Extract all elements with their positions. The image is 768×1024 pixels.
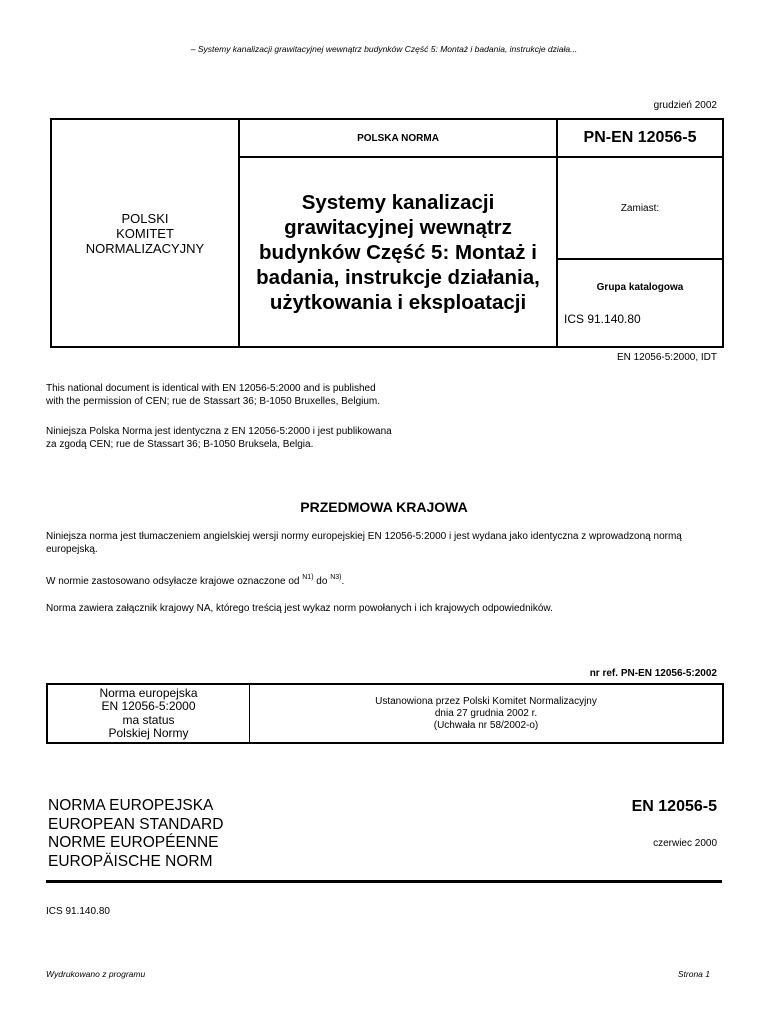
foreword-paragraph: Norma zawiera załącznik krajowy NA, którego treścią jest wykaz norm powołanych i ich krajowych odpowiedników. — [46, 603, 553, 614]
status-line: Norma europejska — [99, 685, 198, 700]
ics-bottom: ICS 91.140.80 — [46, 906, 110, 917]
footnote-marker: N1) — [302, 574, 314, 581]
committee-cell — [52, 120, 240, 346]
text: . — [341, 576, 345, 587]
footer-page-number: Strona 1 — [677, 969, 710, 979]
foreword-heading: PRZEDMOWA KRAJOWA — [300, 499, 468, 515]
ics-code: ICS 91.140.80 — [564, 312, 641, 326]
status-table — [46, 683, 724, 744]
notice-line: with the permission of CEN; rue de Stassart 36; B-1050 Bruxelles, Belgium. — [46, 395, 381, 407]
standard-name: EUROPEAN STANDARD — [48, 815, 224, 833]
norm-type: POLSKA NORMA — [240, 120, 556, 158]
notice-line: This national document is identical with EN 12056-5:2000 and is published — [46, 383, 376, 394]
polish-notice — [46, 426, 392, 451]
norm-info-column — [556, 120, 722, 346]
status-line: Polskiej Normy — [108, 726, 189, 740]
status-line: (Uchwała nr 58/2002-o) — [433, 719, 539, 731]
replaces-label: Zamiast: — [558, 158, 722, 260]
status-right-cell — [250, 685, 722, 742]
committee-line: POLSKI — [121, 210, 169, 226]
reference-number: nr ref. PN-EN 12056-5:2002 — [589, 668, 717, 679]
committee-line: NORMALIZACYJNY — [85, 240, 205, 256]
european-code: EN 12056-5 — [631, 798, 717, 815]
norm-code: PN-EN 12056-5 — [558, 120, 722, 158]
status-line: Ustanowiona przez Polski Komitet Normalizacyjny — [375, 695, 597, 707]
status-line: EN 12056-5:2000 — [101, 699, 196, 713]
standard-name: NORME EUROPÉENNE — [48, 834, 219, 851]
standard-name: EUROPÄISCHE NORM — [48, 852, 213, 870]
norm-title: Systemy kanalizacji grawitacyjnej wewnątrz budynków Część 5: Montaż i badania, instrukcje działania, użytkowania i eksploatacji — [256, 190, 540, 314]
text: W normie zastosowano odsyłacze krajowe oznaczone od — [46, 576, 303, 587]
running-header: – Systemy kanalizacji grawitacyjnej wewnątrz budynków Część 5: Montaż i badania, instrukcje działa... — [190, 44, 578, 54]
committee-line: KOMITET — [116, 225, 174, 241]
european-standard-names — [48, 797, 223, 871]
status-left-cell — [48, 685, 250, 742]
horizontal-rule — [46, 880, 722, 883]
english-notice — [46, 383, 380, 408]
text: do — [313, 576, 331, 587]
status-line: dnia 27 grudnia 2002 r. — [434, 707, 538, 719]
identity-note: EN 12056-5:2000, IDT — [616, 352, 717, 363]
foreword-paragraph-references — [46, 572, 726, 589]
foreword-paragraph: Niniejsza norma jest tłumaczeniem angielskiej wersji normy europejskiej EN 12056-5:2000 i jest wydana jako identyczna z wprowadzoną normą europejską. — [46, 531, 682, 555]
issue-date: grudzień 2002 — [653, 100, 717, 111]
status-line: ma status — [122, 712, 175, 727]
european-date: czerwiec 2000 — [653, 838, 717, 849]
standard-name: NORMA EUROPEJSKA — [48, 797, 214, 814]
notice-line: za zgodą CEN; rue de Stassart 36; B-1050 Bruksela, Belgia. — [46, 438, 314, 450]
footer-printed-from: Wydrukowano z programu — [46, 969, 146, 979]
catalog-group-label: Grupa katalogowa — [596, 282, 684, 293]
notice-line: Niniejsza Polska Norma jest identyczna z EN 12056-5:2000 i jest publikowana — [46, 426, 392, 437]
norm-header-table — [50, 118, 724, 348]
footnote-marker: N3) — [330, 574, 342, 581]
